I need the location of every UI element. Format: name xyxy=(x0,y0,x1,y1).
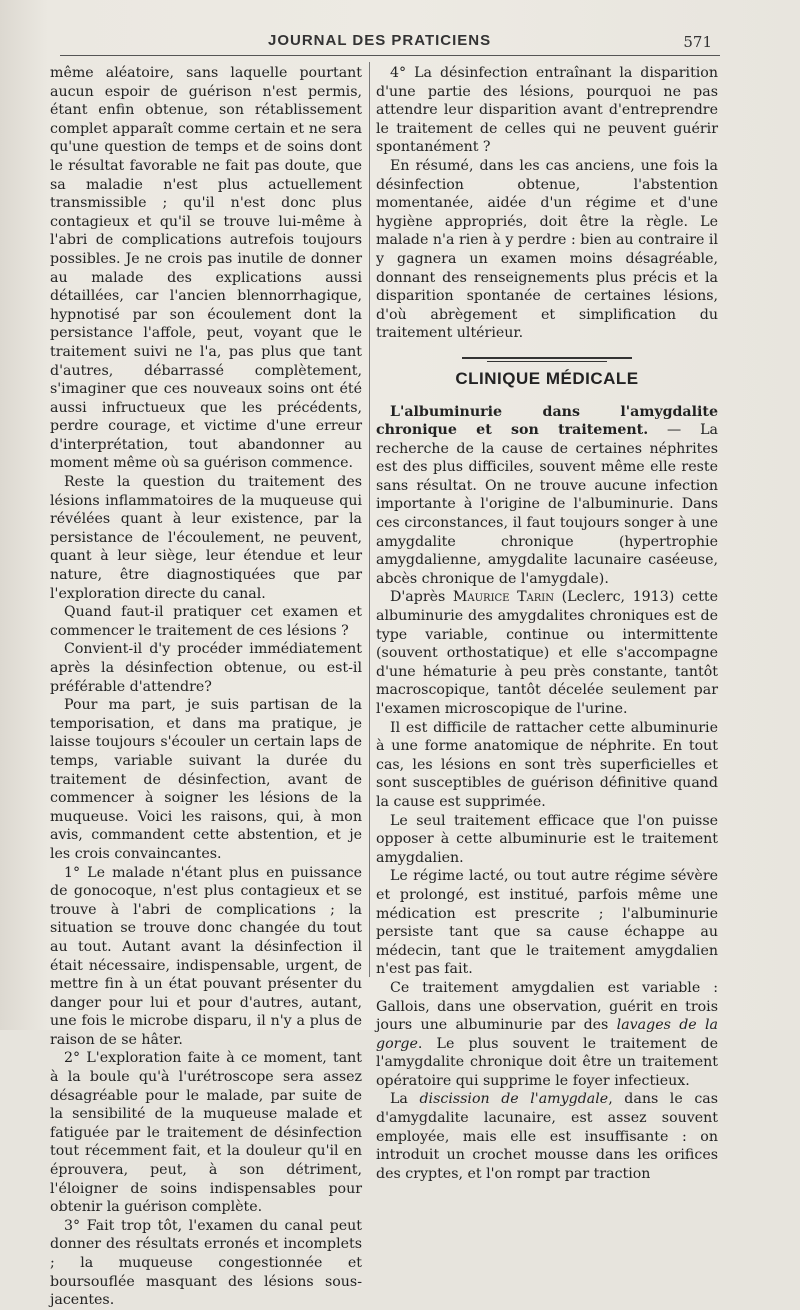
paragraph: En résumé, dans les cas anciens, une fois la désinfection obtenue, l'abstention momentanée, aidée d'un régime et d'une hygiène appropriés, doit être la règle. Le malade n'a rien à y perdre : bien au contraire il y gagnera un examen moins désagréable, donnant des renseignements plus précis et la disparition spontanée de certaines lésions, d'où abrègement et simplification du traitement ultérieur. xyxy=(376,157,718,342)
section-heading: CLINIQUE MÉDICALE xyxy=(455,368,639,388)
paragraph: Quand faut-il pratiquer cet examen et commencer le traitement de ces lésions ? xyxy=(50,604,362,639)
paragraph: La discission de l'amygdale, dans le cas d'amygdalite lacunaire, est assez souvent employée, mais elle est insuffisante : on introduit un crochet mousse dans les orifices des cryptes, et l'on rompt par traction xyxy=(376,1091,718,1182)
running-header xyxy=(0,30,800,54)
paragraph: Ce traitement amygdalien est variable : Gallois, dans une observation, guérit en trois jours une albuminurie par des lavages de la gorge. Le plus souvent le traitement de l'amygdalite chronique doit être un traitement opératoire qui supprime le foyer infectieux. xyxy=(376,979,718,1089)
header-rule xyxy=(60,55,720,56)
paragraph: Pour ma part, je suis partisan de la temporisation, et dans ma pratique, je laisse toujours s'écouler un certain laps de temps, variable suivant la durée du traitement de désinfection, avant de commencer à soigner les lésions de la muqueuse. Voici les raisons, qui, à mon avis, commandent cette abstention, et je les crois convaincantes. xyxy=(50,697,362,862)
italic-term: lavages de la gorge xyxy=(376,1017,718,1052)
section-rule xyxy=(462,357,632,362)
paragraph: Reste la question du traitement des lésions inflammatoires de la muqueuse qui révélées quant à leur existence, par la persistance de l'écoulement, ne peuvent, quant à leur siège, leur étendue et leur nature, être diagnostiquées que par l'exploration directe du canal. xyxy=(50,474,362,602)
paragraph: D'après Maurice Tarin (Leclerc, 1913) cette albuminurie des amygdalites chroniques est de type variable, continue ou intermittente (souvent orthostatique) et elle s'accompagne d'une hématurie à peu près constante, tantôt macroscopique, tantôt décelée seulement par l'examen microscopique de l'urine. xyxy=(376,589,718,717)
article-title: L'albuminurie dans l'amygdalite chronique et son traitement. xyxy=(376,403,718,439)
paragraph: même aléatoire, sans laquelle pourtant aucun espoir de guérison n'est permis, étant enfin obtenue, son rétablissement complet apparaît comme certain et ne sera qu'une question de temps et de soins dont le résultat favorable ne fait pas doute, que sa maladie n'est plus actuellement transmissible ; qu'il n'est donc plus contagieux et qu'il se trouve lui-même à l'abri de complications autrefois toujours possibles. Je ne crois pas inutile de donner au malade des explications aussi détaillées, car l'ancien blennorrhagique, hypnotisé par son écoulement dont la persistance l'affole, peut, voyant que le traitement suivi ne l'a, pas plus que tant d'autres, débarrassé complètement, s'imaginer que ces nouveaux soins ont été aussi infructueux que les précédents, perdre courage, et victime d'une erreur d'interprétation, tout abandonner au moment même où sa guérison commence. xyxy=(50,65,362,472)
paragraph: 4° La désinfection entraînant la disparition d'une partie des lésions, pourquoi ne pas attendre leur disparition avant d'entreprendre le traitement de celles qui ne peuvent guérir spontanément ? xyxy=(376,65,718,156)
paragraph: Le seul traitement efficace que l'on puisse opposer à cette albuminurie est le traitement amygdalien. xyxy=(376,812,718,866)
author-name: Maurice Tarin xyxy=(452,589,554,606)
paragraph: Le régime lacté, ou tout autre régime sévère et prolongé, est institué, parfois même une médication est prescrite ; l'albuminurie persiste tant que sa cause échappe au médecin, tant que le traitement amygdalien n'est pas fait. xyxy=(376,868,718,978)
article-intro xyxy=(376,403,718,589)
page-number: 571 xyxy=(683,33,712,51)
paragraph: 2° L'exploration faite à ce moment, tant à la boule qu'à l'urétroscope sera assez désagréable pour le malade, par suite de la sensibilité de la muqueuse malade et fatiguée par le traitement de désinfection tout récemment fait, et la douleur qu'il en éprouvera, peut, à son détriment, l'éloigner de soins indispensables pour obtenir la guérison complète. xyxy=(50,1050,362,1216)
column-divider xyxy=(369,62,370,977)
article-intro-text: — La recherche de la cause de certaines néphrites est des plus difficiles, souvent même elle reste sans résultat. On ne trouve aucune infection importante à l'origine de l'albuminurie. Dans ces circonstances, il faut toujours songer à une amygdalite chronique (hypertrophie amygdalienne, amygdalite lacunaire caséeuse, abcès chronique de l'amygdale). xyxy=(376,422,718,587)
paragraph: 1° Le malade n'étant plus en puissance de gonocoque, n'est plus contagieux et se trouve à l'abri de complications ; la situation se trouve donc changée du tout au tout. Autant avant la désinfection il était nécessaire, indispensable, urgent, de mettre fin à un état pouvant présenter du danger pour lui et pour d'autres, autant, une fois le microbe disparu, il n'y a plus de raison de se hâter. xyxy=(50,864,362,1048)
paragraph: Il est difficile de rattacher cette albuminurie à une forme anatomique de néphrite. En tout cas, les lésions en sont très superficielles et sont susceptibles de guérison définitive quand la cause est supprimée. xyxy=(376,719,718,810)
paragraph: Convient-il d'y procéder immédiatement après la désinfection obtenue, ou est-il préférable d'attendre? xyxy=(50,641,362,695)
italic-term: discission de l'amygdale xyxy=(419,1091,609,1108)
paragraph: 3° Fait trop tôt, l'examen du canal peut donner des résultats erronés et incomplets ; la muqueuse congestionnée et boursouflée masquant des lésions sous-jacentes. xyxy=(50,1217,362,1309)
right-column xyxy=(376,64,718,1183)
left-column xyxy=(50,64,362,1310)
journal-title: JOURNAL DES PRATICIENS xyxy=(268,32,492,49)
